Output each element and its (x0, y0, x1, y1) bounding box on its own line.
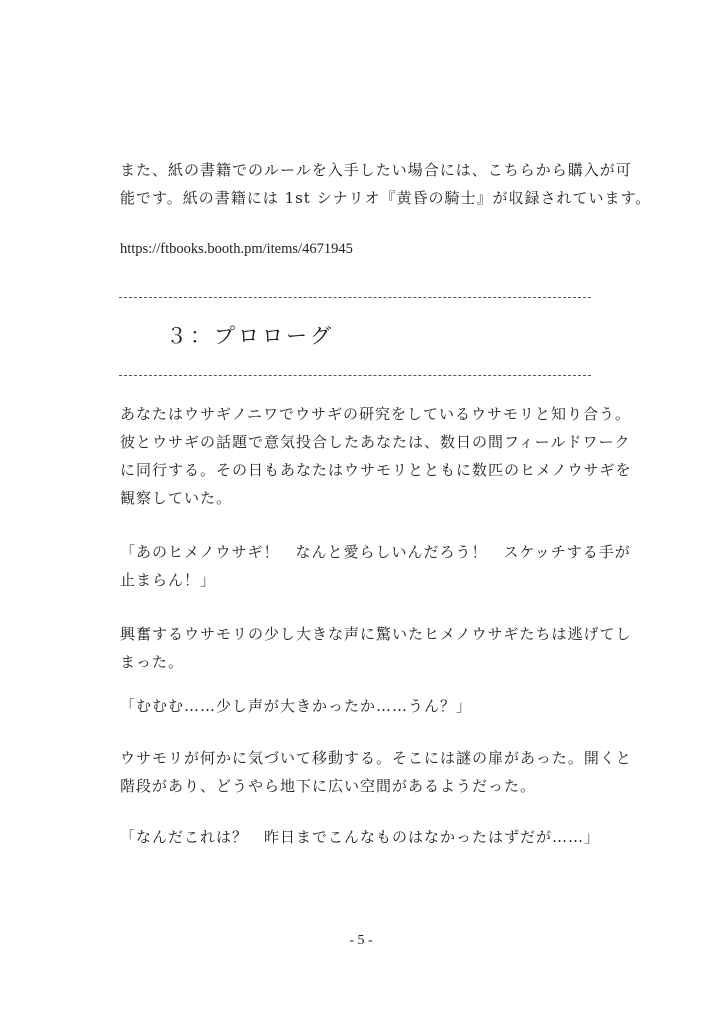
section-heading: ３：プロローグ (166, 324, 334, 348)
text-line: 彼とウサギの話題で意気投合したあなたは、数日の間フィールドワーク (120, 433, 631, 451)
text-line: 「あのヒメノウサギ！ なんと愛らしいんだろう！ スケッチする手が (120, 543, 631, 561)
prologue-paragraph-1 (120, 400, 632, 512)
text-line: まった。 (120, 653, 185, 671)
text-line: また、紙の書籍でのルールを入手したい場合には、こちらから購入が可 (120, 161, 632, 179)
text-line: 興奮するウサモリの少し大きな声に驚いたヒメノウサギたちは逃げてし (120, 625, 632, 643)
text-line: あなたはウサギノニワでウサギの研究をしているウサモリと知り合う。 (120, 405, 631, 423)
text-line: 「なんだこれは？ 昨日までこんなものはなかったはずだが……」 (120, 828, 601, 846)
intro-paragraph (120, 156, 652, 212)
text-line: 止まらん！」 (120, 571, 217, 589)
prologue-paragraph-2 (120, 620, 632, 676)
page-number: - 5 - (349, 933, 373, 948)
text-line: 「むむむ……少し声が大きかったか……うん？」 (120, 697, 473, 715)
dialogue-quote-1 (120, 538, 631, 594)
prologue-paragraph-3 (120, 744, 632, 800)
dialogue-quote-2 (120, 692, 620, 720)
dashed-divider-bottom (119, 375, 591, 376)
text-line: に同行する。その日もあなたはウサモリとともに数匹のヒメノウサギを (120, 461, 632, 479)
dialogue-quote-3 (120, 823, 620, 851)
booth-url: https://ftbooks.booth.pm/items/4671945 (120, 241, 353, 257)
text-line: 階段があり、どうやら地下に広い空間があるようだった。 (120, 777, 537, 795)
dashed-divider-top (119, 297, 591, 298)
text-line: ウサモリが何かに気づいて移動する。そこには謎の扉があった。開くと (120, 749, 632, 767)
text-line: 観察していた。 (120, 489, 233, 507)
text-line: 能です。紙の書籍には 1st シナリオ『黄昏の騎士』が収録されています。 (120, 189, 652, 207)
